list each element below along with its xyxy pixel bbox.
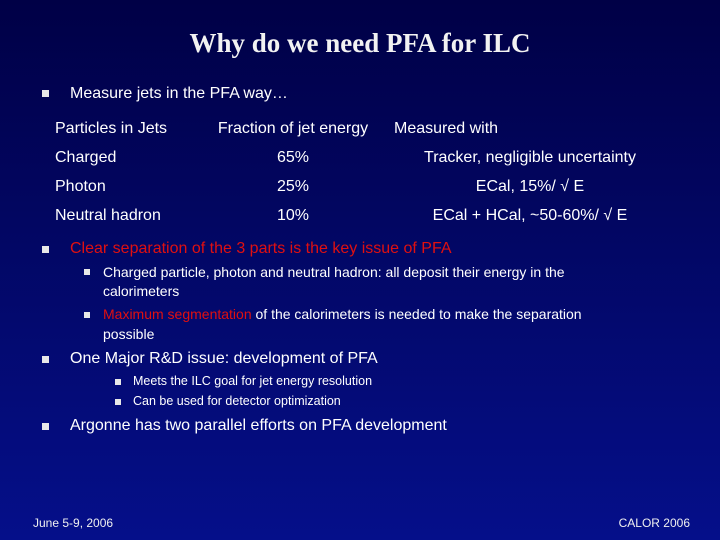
table-header-cell: Measured with [394, 119, 499, 137]
footer-conference: CALOR 2006 [618, 516, 690, 530]
table-cell: 10% [276, 206, 310, 224]
table-cell: Photon [55, 177, 106, 195]
table-header-cell: Fraction of jet energy [217, 119, 369, 137]
bullet-icon [42, 356, 49, 363]
table-row [47, 143, 674, 172]
sub-bullet-icon [115, 399, 121, 405]
sub-bullet-segmentation-line2: possible [103, 326, 155, 342]
table-cell: ECal + HCal, ~50-60%/ √ E [432, 206, 628, 224]
table-cell: ECal, 15%/ √ E [475, 177, 585, 195]
table-row [47, 172, 674, 201]
table-cell: Neutral hadron [55, 206, 161, 224]
table-cell: Charged [55, 148, 117, 166]
table-cell: 65% [276, 148, 310, 166]
table-header-cell: Particles in Jets [55, 119, 168, 137]
table-row [47, 201, 674, 230]
bullet-measure-jets: Measure jets in the PFA way… [70, 85, 288, 102]
slide-title: Why do we need PFA for ILC [189, 28, 531, 58]
bullet-icon [42, 90, 49, 97]
table-header-row [47, 114, 674, 143]
sub-bullet-deposit-line2: calorimeters [103, 283, 180, 299]
sub-bullet-icon [84, 269, 90, 275]
bullet-icon [42, 246, 49, 253]
bullet-icon [42, 423, 49, 430]
pfa-table [47, 114, 674, 230]
table-cell: 25% [276, 177, 310, 195]
bullet-rnd-issue: One Major R&D issue: development of PFA [70, 350, 378, 367]
table-cell: Tracker, negligible uncertainty [424, 148, 636, 166]
sub-bullet-icon [84, 312, 90, 318]
sub-bullet-ilc-goal: Meets the ILC goal for jet energy resolution [133, 374, 373, 388]
sub-bullet-segmentation-line1 [103, 305, 582, 323]
sub-bullet-detector-opt: Can be used for detector optimization [133, 394, 341, 408]
bullet-argonne: Argonne has two parallel efforts on PFA development [70, 417, 447, 434]
highlight-max-segmentation: Maximum segmentation [103, 306, 252, 322]
sub-bullet-icon [115, 379, 121, 385]
sub-bullet-deposit-line1: Charged particle, photon and neutral hadron: all deposit their energy in the [103, 264, 565, 280]
segmentation-rest: of the calorimeters is needed to make the separation [251, 306, 582, 322]
bullet-clear-separation: Clear separation of the 3 parts is the key issue of PFA [70, 240, 452, 257]
footer-date: June 5-9, 2006 [33, 516, 114, 530]
